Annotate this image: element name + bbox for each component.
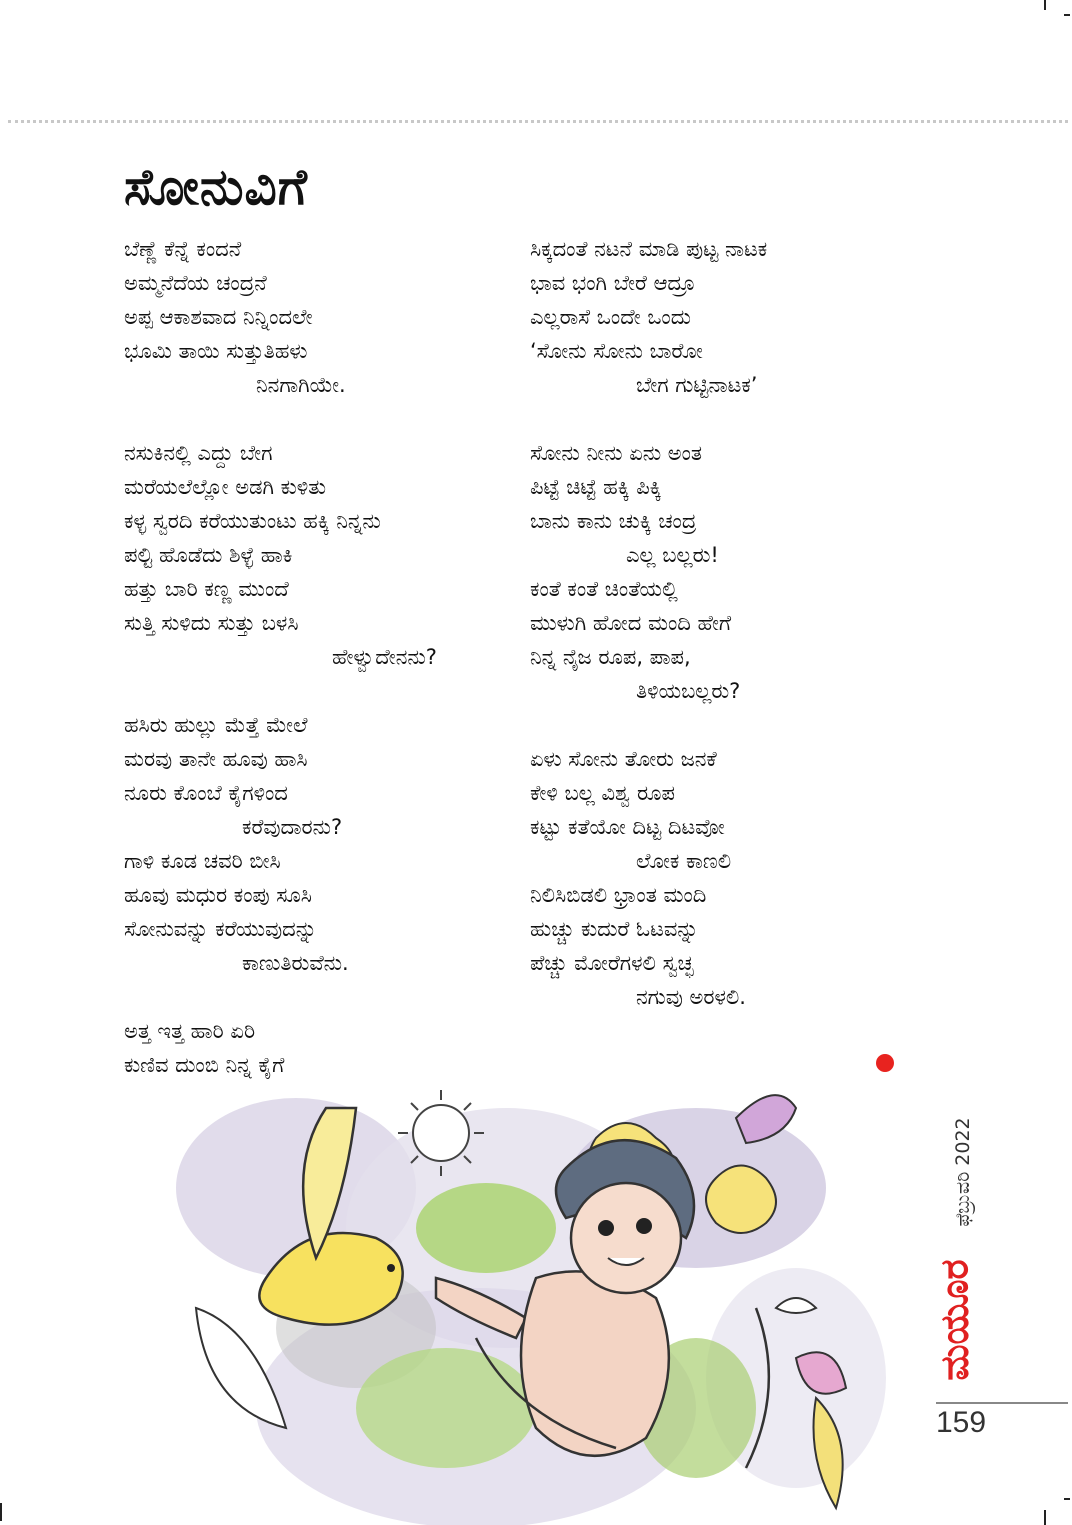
issue-date — [948, 1092, 978, 1252]
poem-line: ಕಾಣುತಿರುವೆನು. — [242, 951, 349, 975]
poem-line: ಹಸಿರು ಹುಲ್ಲು ಮೆತ್ತೆ ಮೇಲೆ — [124, 713, 308, 737]
issue-date-text: ಫೆಬ್ರುವರಿ 2022 — [952, 1117, 974, 1227]
child-eye — [636, 1218, 652, 1234]
stanza — [124, 1014, 514, 1082]
poem-line: ಅತ್ತ ಇತ್ತ ಹಾರಿ ಏರಿ — [124, 1019, 256, 1043]
poem-line: ಸುತ್ತಿ ಸುಳಿದು ಸುತ್ತು ಬಳಸಿ — [124, 611, 299, 635]
poem-line: ಬೇಗ ಗುಟ್ಟಿನಾಟಕ’ — [636, 373, 758, 397]
poem-line: ಅಪ್ಪ ಆಕಾಶವಾದ ನಿನ್ನಿಂದಲೇ — [124, 305, 313, 329]
stanza — [124, 436, 514, 674]
stanza — [530, 232, 910, 402]
crop-mark — [0, 1503, 2, 1521]
child-face — [571, 1183, 681, 1293]
stanza — [124, 708, 514, 980]
poem-line: ಮರವು ತಾನೇ ಹೂವು ಹಾಸಿ — [124, 747, 308, 771]
poem-line: ಕರೆವುದಾರನು? — [242, 815, 343, 839]
poem-line: ಹತ್ತು ಬಾರಿ ಕಣ್ಣ ಮುಂದೆ — [124, 577, 289, 601]
poem-line: ನಗುವು ಅರಳಲಿ. — [636, 985, 746, 1009]
poem-line: ನಿನ್ನ ನೈಜ ರೂಪ, ಪಾಪ, — [530, 645, 691, 669]
poem-line: ಸೋನು ನೀನು ಏನು ಅಂತ — [530, 441, 703, 465]
poem-column-left — [124, 232, 514, 1116]
magazine-logo — [930, 1250, 980, 1390]
crop-mark — [1064, 14, 1070, 16]
poem-line: ಹುಚ್ಚು ಕುದುರೆ ಓಟವನ್ನು — [530, 917, 699, 941]
stanza — [124, 232, 514, 402]
poem-line: ಪಲ್ಟಿ ಹೊಡೆದು ಶಿಳ್ಳೆ ಹಾಕಿ — [124, 543, 293, 567]
poem-title: ಸೋನುವಿಗೆ — [124, 158, 308, 216]
crop-mark — [1044, 0, 1046, 10]
stanza — [530, 436, 910, 708]
poem-line: ಹೇಳ್ವುದೇನನು? — [332, 645, 437, 669]
leaf-patch — [416, 1183, 556, 1273]
poem-line: ಎಲ್ಲರಾಸೆ ಒಂದೇ ಒಂದು — [530, 305, 691, 329]
child-body — [521, 1271, 669, 1455]
poem-line: ಏಳು ಸೋನು ತೋರು ಜನಕೆ — [530, 747, 717, 771]
poem-line: ಭಾವ ಭಂಗಿ ಬೇರೆ ಆದ್ರೂ — [530, 271, 696, 295]
poem-line: ಭೂಮಿ ತಾಯಿ ಸುತ್ತುತಿಹಳು — [124, 339, 308, 363]
poem-line: ನಸುಕಿನಲ್ಲಿ ಎದ್ದು ಬೇಗ — [124, 441, 273, 465]
poem-line: ಲೋಕ ಕಾಣಲಿ — [636, 849, 732, 873]
dotted-separator — [8, 120, 1068, 123]
crop-mark — [1064, 1498, 1070, 1500]
poem-line: ಮರೆಯಲೆಲ್ಲೋ ಅಡಗಿ ಕುಳಿತು — [124, 475, 327, 499]
page-number: 159 — [936, 1402, 1068, 1440]
poem-line: ಕಳ್ಳ ಸ್ವರದಿ ಕರೆಯುತುಂಟು ಹಕ್ಕಿ ನಿನ್ನನು — [124, 509, 381, 533]
poem-line: ಕುಣಿವ ದುಂಬಿ ನಿನ್ನ ಕೈಗೆ — [124, 1053, 285, 1077]
poem-line: ಪಿಟ್ಟೆ ಚಿಟ್ಟೆ ಹಕ್ಕಿ ಪಿಕ್ಕಿ — [530, 475, 662, 499]
poem-line: ಬೆಣ್ಣೆ ಕೆನ್ನೆ ಕಂದನೆ — [124, 237, 242, 261]
poem-line: ನಿಲಿಸಿಬಿಡಲಿ ಭ್ರಾಂತ ಮಂದಿ — [530, 883, 707, 907]
child-eye — [598, 1220, 614, 1236]
illustration — [176, 1078, 896, 1525]
poem-line: ನೂರು ಕೊಂಬೆ ಕೈಗಳಿಂದ — [124, 781, 288, 805]
leaf-patch — [356, 1348, 536, 1468]
poem-line: ಕಂತೆ ಕಂತೆ ಚಿಂತೆಯಲ್ಲಿ — [530, 577, 678, 601]
poem-line: ಅಮ್ಮನೆದೆಯ ಚಂದ್ರನೆ — [124, 271, 267, 295]
poem-line: ತಿಳಿಯಬಲ್ಲರು? — [636, 679, 741, 703]
poem-line: ಗಾಳಿ ಕೂಡ ಚವರಿ ಬೀಸಿ — [124, 849, 281, 873]
poem-line: ಬಾನು ಕಾನು ಚುಕ್ಕಿ ಚಂದ್ರ — [530, 509, 697, 533]
poem-line: ಪೆಚ್ಚು ಮೋರೆಗಳಲಿ ಸ್ವಚ್ಛ — [530, 951, 694, 975]
stanza — [530, 742, 910, 1014]
magazine-name: ಮಯೂರ — [932, 1259, 977, 1381]
red-dot-marker — [876, 1054, 894, 1072]
poem-line: ‘ಸೋನು ಸೋನು ಬಾರೋ — [530, 339, 703, 363]
poem-line: ಎಲ್ಲ ಬಲ್ಲರು! — [626, 543, 719, 567]
poem-column-right — [530, 232, 910, 1048]
poem-line: ಹೂವು ಮಧುರ ಕಂಪು ಸೂಸಿ — [124, 883, 312, 907]
poem-line: ಕೇಳಿ ಬಲ್ಲ ವಿಶ್ವ ರೂಪ — [530, 781, 675, 805]
poem-line: ನಿನಗಾಗಿಯೇ. — [256, 373, 346, 397]
bird-eye — [387, 1264, 395, 1272]
poem-line: ಮುಳುಗಿ ಹೋದ ಮಂದಿ ಹೇಗೆ — [530, 611, 732, 635]
poem-line: ಸಿಕ್ಕದಂತೆ ನಟನೆ ಮಾಡಿ ಪುಟ್ಟ ನಾಟಕ — [530, 237, 768, 261]
poem-line: ಸೋನುವನ್ನು ಕರೆಯುವುದನ್ನು — [124, 917, 317, 941]
crop-mark — [1044, 1510, 1046, 1525]
poem-line: ಕಟ್ಟು ಕತೆಯೋ ದಿಟ್ಟ ದಿಟವೋ — [530, 815, 725, 839]
